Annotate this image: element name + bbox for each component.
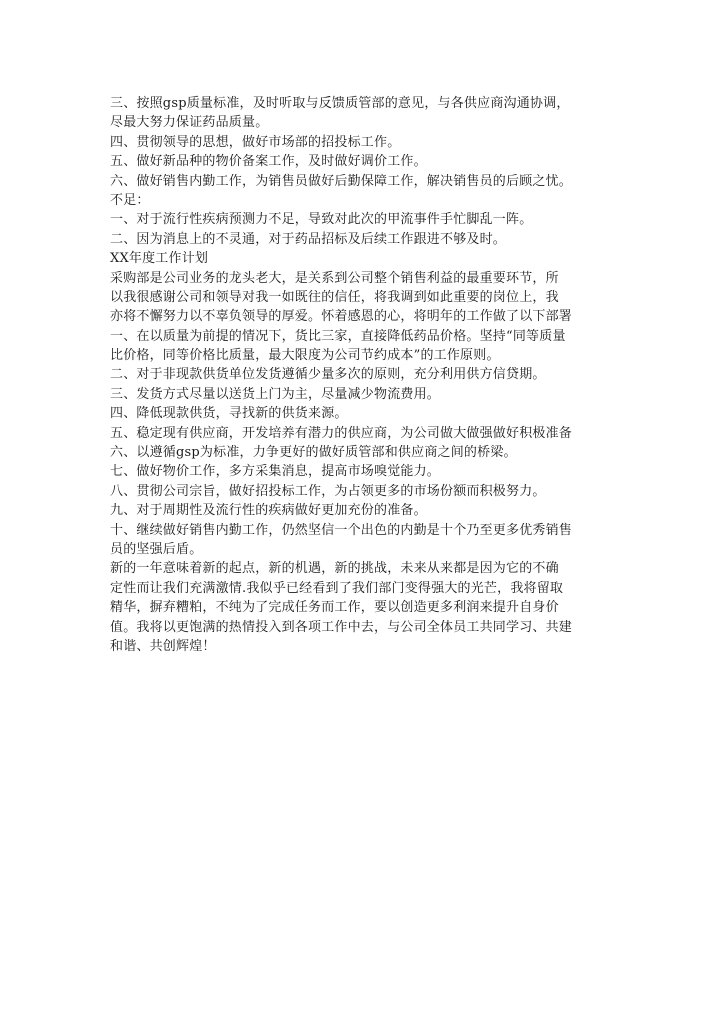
text-line: 采购部是公司业务的龙头老大，是关系到公司整个销售利益的最重要环节，所 [110,270,559,286]
text-line: 值。我将以更饱满的热情投入到各项工作中去，与公司全体员工共同学习、共建 [110,619,573,635]
text-line: 二、对于非现款供货单位发货遵循少量多次的原则，充分利用供方信贷期。 [110,367,546,383]
document-body [110,94,618,656]
text-line: 三、发货方式尽量以送货上门为主，尽量减少物流费用。 [110,386,441,402]
text-line: 三、按照gsp质量标准，及时听取与反馈质管部的意见，与各供应商沟通协调， [110,96,570,111]
text-line: 一、在以质量为前提的情况下，货比三家，直接降低药品价格。坚持“同等质量 [110,328,566,344]
text-line: 六、做好销售内勤工作，为销售员做好后勤保障工作，解决销售员的后顾之忧。 [110,173,573,189]
text-line: 精华，摒弃糟粕，不纯为了完成任务而工作，要以创造更多利润来提升自身价 [110,600,559,616]
text-line: 比价格，同等价格比质量，最大限度为公司节约成本”的工作原则。 [110,348,500,364]
text-line: 五、做好新品种的物价备案工作，及时做好调价工作。 [110,154,427,170]
section-heading-annual-plan: XX年度工作计划 [110,251,209,267]
text-line: 亦将不懈努力以不辜负领导的厚爱。怀着感恩的心，将明年的工作做了以下部署 [110,309,573,325]
text-line: 员的坚强后盾。 [110,541,203,557]
text-line: 以我很感谢公司和领导对我一如既往的信任，将我调到如此重要的岗位上，我 [110,289,559,305]
text-line: 十、继续做好销售内勤工作，仍然坚信一个出色的内勤是十个乃至更多优秀销售 [110,522,573,538]
text-line: 尽最大努力保证药品质量。 [110,115,269,131]
text-line: 二、因为消息上的不灵通，对于药品招标及后续工作跟进不够及时。 [110,231,507,247]
text-line: 一、对于流行性疾病预测力不足，导致对此次的甲流事件手忙脚乱一阵。 [110,212,533,228]
section-heading-shortcomings: 不足： [110,192,150,208]
text-line: 四、降低现款供货，寻找新的供货来源。 [110,406,348,422]
text-line: 四、贯彻领导的思想，做好市场部的招投标工作。 [110,134,401,150]
text-line: 和谐、共创辉煌！ [110,638,216,654]
text-line: 六、以遵循gsp为标准，力争更好的做好质管部和供应商之间的桥梁。 [110,445,517,461]
text-line: 七、做好物价工作，多方采集消息，提高市场嗅觉能力。 [110,464,441,480]
text-line: 新的一年意味着新的起点，新的机遇，新的挑战，未来从来都是因为它的不确 [110,561,559,577]
text-line: 定性而让我们充满激情.我似乎已经看到了我们部门变得强大的光芒，我将留取 [110,580,564,596]
text-line: 五、稳定现有供应商，开发培养有潜力的供应商，为公司做大做强做好积极准备 [110,425,573,441]
text-line: 八、贯彻公司宗旨，做好招投标工作，为占领更多的市场份额而积极努力。 [110,483,546,499]
text-line: 九、对于周期性及流行性的疾病做好更加充份的准备。 [110,503,427,519]
